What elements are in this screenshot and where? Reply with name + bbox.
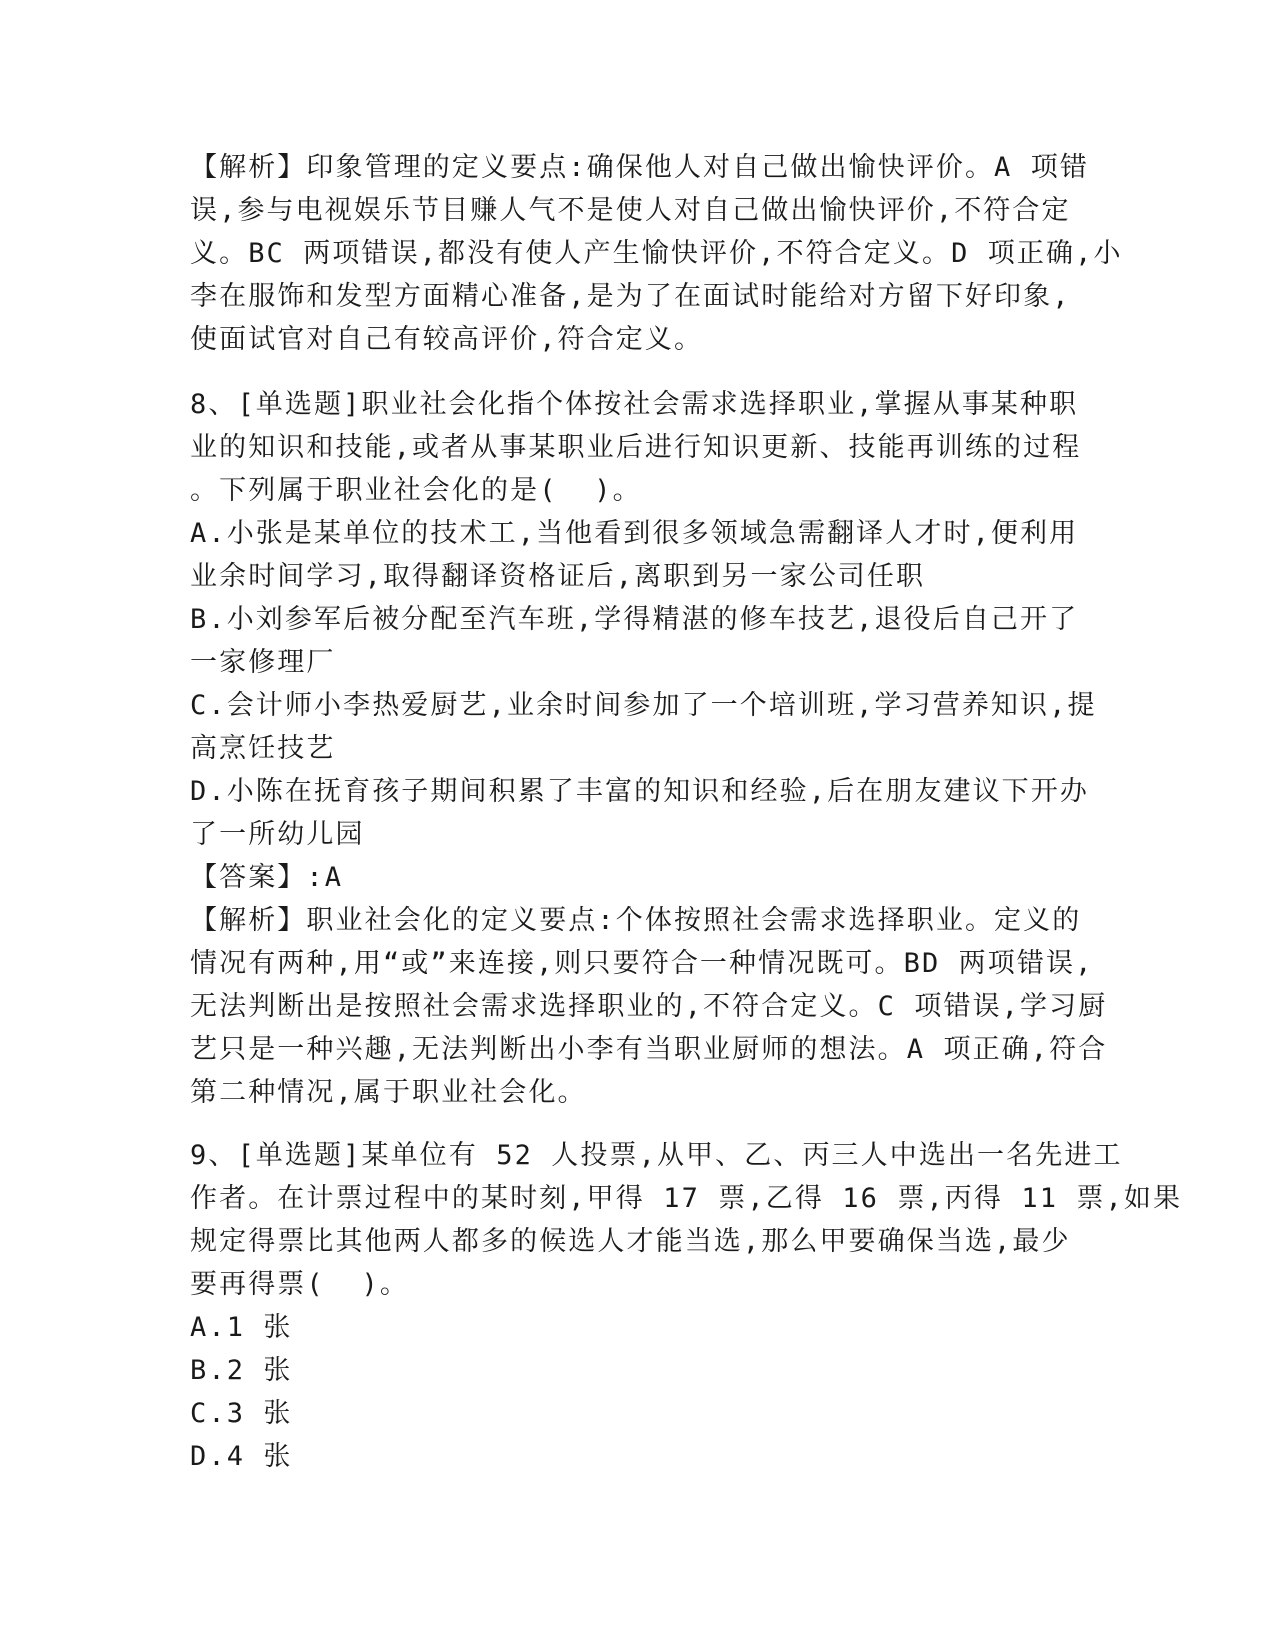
option-d: D.4 张	[190, 1441, 293, 1472]
question-9	[190, 1134, 1183, 1478]
question-stem-line: 。下列属于职业社会化的是( )。	[190, 475, 642, 506]
analysis-line: 误,参与电视娱乐节目赚人气不是使人对自己做出愉快评价,不符合定	[190, 195, 1071, 226]
analysis-line: 使面试官对自己有较高评价,符合定义。	[190, 324, 704, 355]
previous-analysis	[190, 146, 1123, 361]
question-stem-line: 规定得票比其他两人都多的候选人才能当选,那么甲要确保当选,最少	[190, 1226, 1071, 1257]
option-line: 业余时间学习,取得翻译资格证后,离职到另一家公司任职	[190, 561, 926, 592]
analysis-line: 第二种情况,属于职业社会化。	[190, 1077, 587, 1108]
analysis-line: 义。BC 两项错误,都没有使人产生愉快评价,不符合定义。D 项正确,小	[190, 238, 1123, 269]
analysis-line: 【解析】职业社会化的定义要点:个体按照社会需求选择职业。定义的	[190, 905, 1082, 936]
analysis-line: 【解析】印象管理的定义要点:确保他人对自己做出愉快评价。A 项错	[190, 152, 1089, 183]
analysis-line: 无法判断出是按照社会需求选择职业的,不符合定义。C 项错误,学习厨	[190, 991, 1108, 1022]
question-stem-line: 作者。在计票过程中的某时刻,甲得 17 票,乙得 16 票,丙得 11 票,如果	[190, 1183, 1183, 1214]
option-c	[190, 684, 1097, 770]
spacer	[190, 361, 1090, 383]
option-b	[190, 598, 1090, 684]
option-line: B.小刘参军后被分配至汽车班,学得精湛的修车技艺,退役后自己开了	[190, 604, 1079, 635]
spacer	[190, 1114, 1090, 1134]
answer: 【答案】:A	[190, 862, 344, 893]
option-line: C.会计师小李热爱厨艺,业余时间参加了一个培训班,学习营养知识,提	[190, 690, 1097, 721]
option-line: 高烹饪技艺	[190, 733, 336, 764]
analysis-line: 艺只是一种兴趣,无法判断出小李有当职业厨师的想法。A 项正确,符合	[190, 1034, 1108, 1065]
option-d	[190, 770, 1090, 856]
analysis-line: 李在服饰和发型方面精心准备,是为了在面试时能给对方留下好印象,	[190, 281, 1071, 312]
option-line: 了一所幼儿园	[190, 819, 365, 850]
analysis-line: 情况有两种,用“或”来连接,则只要符合一种情况既可。BD 两项错误,	[190, 948, 1094, 979]
option-line: D.小陈在抚育孩子期间积累了丰富的知识和经验,后在朋友建议下开办	[190, 776, 1089, 807]
option-c: C.3 张	[190, 1398, 293, 1429]
question-stem-line: 8、[单选题]职业社会化指个体按社会需求选择职业,掌握从事某种职	[190, 389, 1079, 420]
question-stem-line: 要再得票( )。	[190, 1269, 409, 1300]
option-line: 一家修理厂	[190, 647, 336, 678]
option-b: B.2 张	[190, 1355, 293, 1386]
option-a	[190, 512, 1090, 598]
option-line: A.小张是某单位的技术工,当他看到很多领域急需翻译人才时,便利用	[190, 518, 1079, 549]
question-stem-line: 9、[单选题]某单位有 52 人投票,从甲、乙、丙三人中选出一名先进工	[190, 1140, 1123, 1171]
question-8	[190, 383, 1108, 1114]
question-stem-line: 业的知识和技能,或者从事某职业后进行知识更新、技能再训练的过程	[190, 432, 1082, 463]
analysis	[190, 899, 1108, 1114]
document-page	[190, 146, 1183, 1478]
option-a: A.1 张	[190, 1312, 293, 1343]
